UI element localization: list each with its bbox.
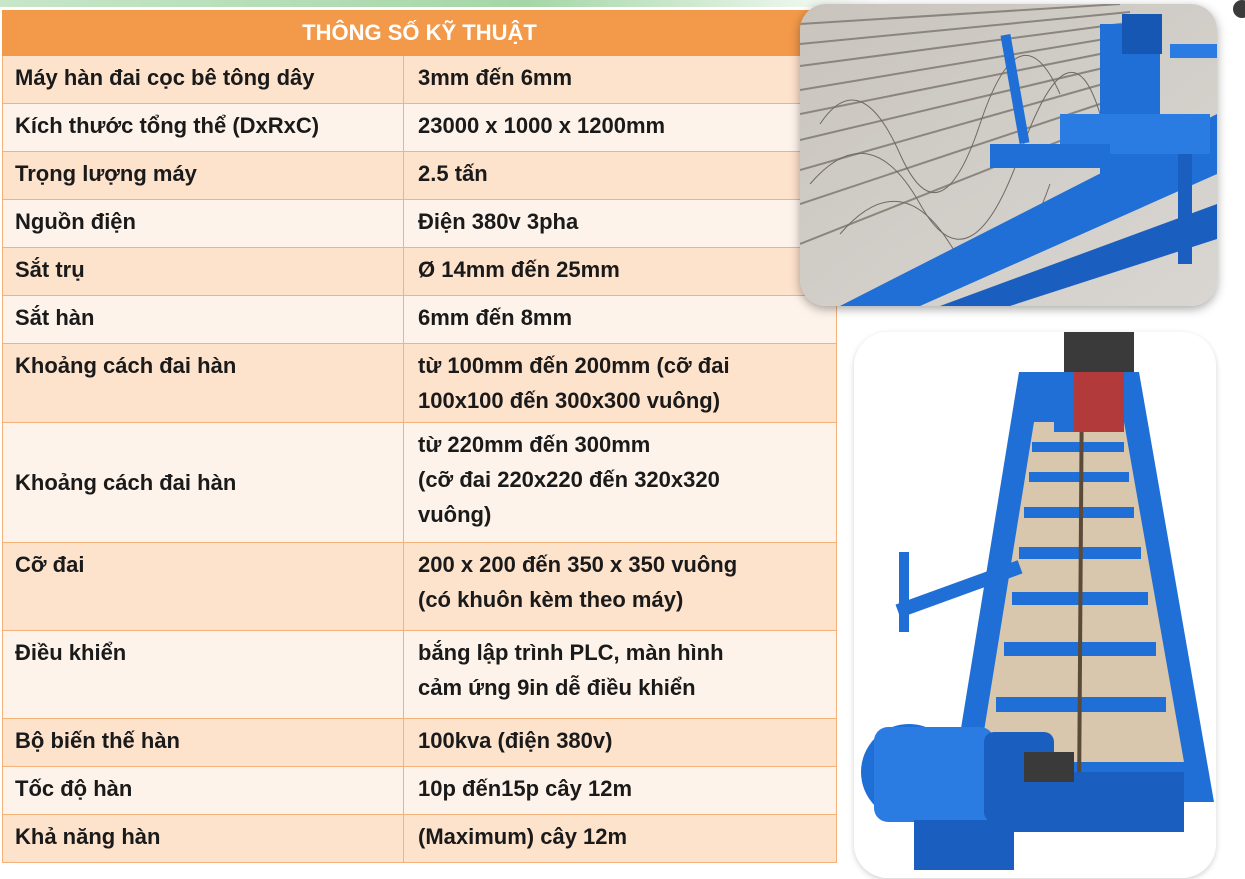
machine-photo-bottom-art [854,332,1216,878]
spec-table-body [3,56,837,863]
spec-row [3,719,837,767]
spec-table-title: THÔNG SỐ KỸ THUẬT [3,11,837,56]
spec-row-value: 3mm đến 6mm [404,56,837,104]
spec-row-label: Khả năng hàn [3,815,404,863]
spec-row-label: Tốc độ hàn [3,767,404,815]
spec-row [3,815,837,863]
spec-row-label: Cỡ đai [3,543,404,631]
spec-row-value: (Maximum) cây 12m [404,815,837,863]
spec-row-value: từ 220mm đến 300mm (cỡ đai 220x220 đến 320x320 vuông) [404,423,837,543]
corner-dot-icon [1233,0,1245,18]
spec-row [3,248,837,296]
spec-row-value: 200 x 200 đến 350 x 350 vuông (có khuôn kèm theo máy) [404,543,837,631]
spec-row-label: Nguồn điện [3,200,404,248]
spec-row [3,767,837,815]
spec-row-value: từ 100mm đến 200mm (cỡ đai 100x100 đến 300x300 vuông) [404,344,837,423]
top-accent-strip [0,0,880,7]
spec-row-label: Khoảng cách đai hàn [3,344,404,423]
spec-row-value: 2.5 tấn [404,152,837,200]
spec-row-label: Trọng lượng máy [3,152,404,200]
spec-row-label: Kích thước tổng thể (DxRxC) [3,104,404,152]
spec-row-value: 100kva (điện 380v) [404,719,837,767]
spec-row-label: Khoảng cách đai hàn [3,423,404,543]
spec-row [3,200,837,248]
spec-row [3,423,837,543]
spec-row-value: 10p đến15p cây 12m [404,767,837,815]
spec-row [3,543,837,631]
machine-photo-top-art [800,4,1217,306]
spec-row-label: Máy hàn đai cọc bê tông dây [3,56,404,104]
machine-photo-cage-welding [800,4,1217,306]
machine-photo-full-frame [854,332,1216,878]
spec-row [3,152,837,200]
spec-table [2,10,837,863]
spec-row [3,296,837,344]
spec-row-label: Sắt trụ [3,248,404,296]
spec-row-value: Điện 380v 3pha [404,200,837,248]
spec-row [3,631,837,719]
spec-row-value: Ø 14mm đến 25mm [404,248,837,296]
spec-row [3,56,837,104]
spec-row [3,344,837,423]
spec-row-label: Bộ biến thế hàn [3,719,404,767]
spec-row-label: Điều khiển [3,631,404,719]
spec-row-value: bắng lập trình PLC, màn hình cảm ứng 9in dễ điều khiển [404,631,837,719]
spec-row-value: 6mm đến 8mm [404,296,837,344]
spec-row-label: Sắt hàn [3,296,404,344]
spec-row [3,104,837,152]
spec-row-value: 23000 x 1000 x 1200mm [404,104,837,152]
